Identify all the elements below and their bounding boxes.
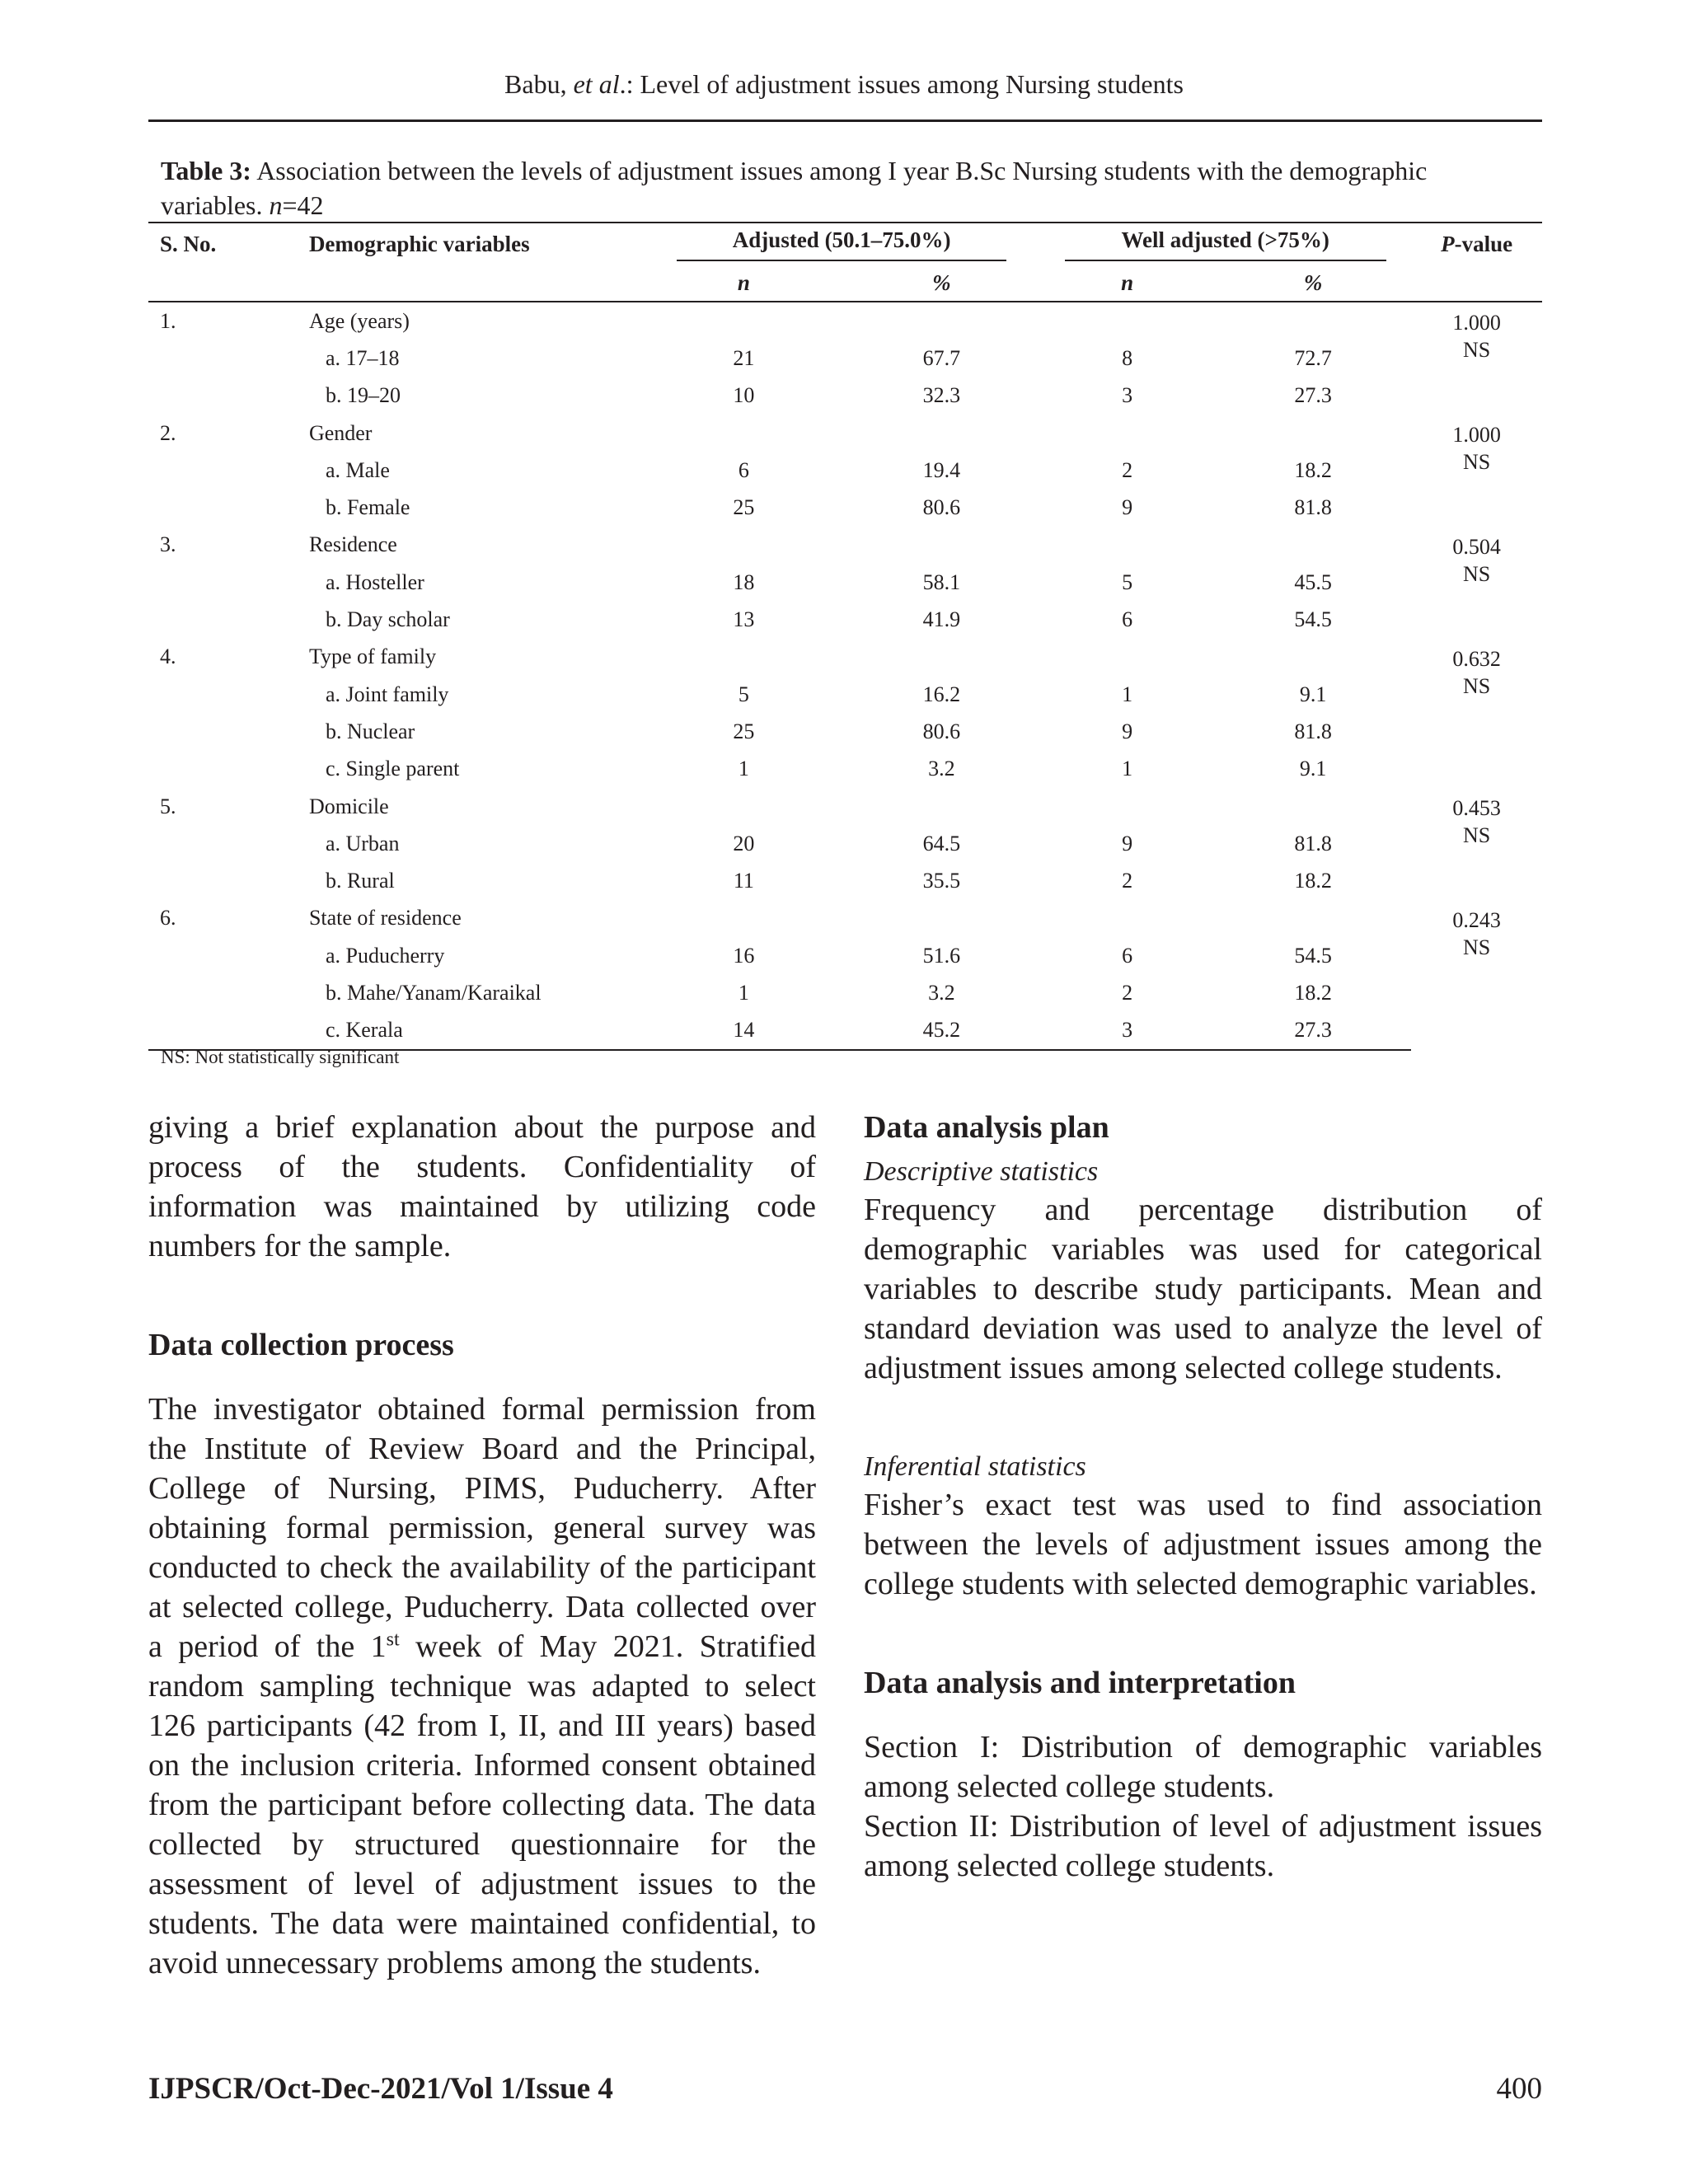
section-1-text: Section I: Distribution of demographic variables among selected college students. xyxy=(864,1730,1542,1804)
empty-cell xyxy=(148,601,309,638)
pvalue-significance: NS xyxy=(1462,935,1491,959)
well-adjusted-n-cell: 8 xyxy=(1122,345,1133,370)
adjusted-n-cell: 5 xyxy=(738,682,749,706)
well-adjusted-n-cell: 1 xyxy=(1122,757,1133,781)
page-number: 400 xyxy=(1496,2072,1542,2106)
row-category: b. Female xyxy=(325,495,410,520)
well-adjusted-n-cell: 2 xyxy=(1122,869,1133,893)
empty-cell xyxy=(644,639,843,676)
table-row xyxy=(148,415,1542,452)
table-row xyxy=(148,564,1542,601)
adjusted-n-cell: 14 xyxy=(644,1012,843,1050)
pvalue-number: 1.000 xyxy=(1452,422,1501,447)
well-adjusted-pct-cell: 72.7 xyxy=(1294,345,1332,370)
empty-cell xyxy=(148,489,309,526)
well-adjusted-pct-cell: 81.8 xyxy=(1294,831,1332,855)
empty-cell xyxy=(148,751,309,788)
empty-cell xyxy=(1039,415,1215,452)
row-category: b. Nuclear xyxy=(325,719,415,743)
empty-cell xyxy=(1039,639,1215,676)
well-adjusted-pct-cell: 18.2 xyxy=(1294,980,1332,1005)
well-adjusted-pct-cell: 45.5 xyxy=(1294,569,1332,594)
well-adjusted-pct-cell: 54.5 xyxy=(1294,943,1332,968)
table-row xyxy=(148,937,1542,974)
well-adjusted-n-cell: 9 xyxy=(1122,719,1133,743)
header-well-adjusted xyxy=(1039,223,1411,265)
table-row xyxy=(148,788,1542,825)
row-pvalue xyxy=(1411,900,1542,1050)
row-variable: Residence xyxy=(308,532,397,557)
pvalue-significance: NS xyxy=(1462,673,1491,698)
empty-cell xyxy=(1215,302,1411,340)
row-sno: 5. xyxy=(160,794,176,818)
empty-cell xyxy=(1215,527,1411,564)
pvalue-number: 0.453 xyxy=(1452,795,1501,820)
header-blank xyxy=(1411,265,1542,302)
well-adjusted-pct-cell: 81.8 xyxy=(1294,719,1332,743)
well-adjusted-pct-cell: 27.3 xyxy=(1215,1012,1411,1050)
header-well-adjusted-label: Well adjusted (>75%) xyxy=(1065,227,1386,261)
well-adjusted-n-cell: 9 xyxy=(1122,495,1133,520)
data-collection-paragraph xyxy=(148,1390,816,1983)
row-category: b. Day scholar xyxy=(325,607,450,632)
empty-cell xyxy=(148,937,309,974)
row-category: c. Single parent xyxy=(325,757,460,781)
empty-cell xyxy=(644,302,843,340)
empty-cell xyxy=(644,527,843,564)
inferential-statistics-subheading: Inferential statistics xyxy=(864,1451,1086,1482)
table-row xyxy=(148,751,1542,788)
data-collection-heading: Data collection process xyxy=(148,1328,454,1362)
adjusted-pct-cell: 45.2 xyxy=(844,1012,1040,1050)
data-collection-text-2: week of May 2021. Stratified random sampling technique was adapted to select 126 participants (42 from I, II, and III years) based on the inclusion criteria. Informed consent obtained from the participant before collecting data. The data collected by structured questionnaire for the assessment of level of adjustment issues to the students. The data were maintained confidential, to avoid unnecessary problems among the students. xyxy=(148,1629,816,1980)
header-variables: Demographic variables xyxy=(309,223,644,265)
adjusted-pct-cell: 32.3 xyxy=(922,383,961,408)
header-adjusted-pct: % xyxy=(844,265,1040,302)
row-pvalue xyxy=(1411,302,1542,415)
well-adjusted-pct-cell: 18.2 xyxy=(1294,869,1332,893)
empty-cell xyxy=(148,340,309,377)
well-adjusted-n-cell: 2 xyxy=(1122,980,1133,1005)
table-caption xyxy=(161,153,1512,223)
analysis-interpretation-heading: Data analysis and interpretation xyxy=(864,1666,1296,1700)
pvalue-number: 0.243 xyxy=(1452,907,1501,932)
right-column xyxy=(864,1108,1542,1886)
inferential-statistics-paragraph: Fisher’s exact test was used to find association between the levels of adjustment issues among the college students with selected demographic variables. xyxy=(864,1488,1542,1601)
empty-cell xyxy=(1215,639,1411,676)
intro-paragraph: giving a brief explanation about the purpose and process of the students. Confidentiality of information was maintained by utilizing code numbers for the sample. xyxy=(148,1110,816,1263)
row-variable: Age (years) xyxy=(308,308,410,333)
empty-cell xyxy=(644,900,843,937)
adjusted-pct-cell: 80.6 xyxy=(922,719,961,743)
row-category: b. Mahe/Yanam/Karaikal xyxy=(325,980,542,1005)
table-row xyxy=(148,527,1542,564)
table-row xyxy=(148,713,1542,750)
adjusted-pct-cell: 35.5 xyxy=(922,869,961,893)
table-row xyxy=(148,302,1542,340)
row-pvalue xyxy=(1411,788,1542,900)
empty-cell xyxy=(148,1012,309,1050)
empty-cell xyxy=(148,825,309,862)
pvalue-significance: NS xyxy=(1462,338,1491,362)
adjusted-n-cell: 6 xyxy=(738,457,749,482)
well-adjusted-n-cell: 5 xyxy=(1122,569,1133,594)
header-adjusted-label: Adjusted (50.1–75.0%) xyxy=(677,227,1006,261)
descriptive-statistics-subheading: Descriptive statistics xyxy=(864,1156,1099,1187)
header-well-pct: % xyxy=(1215,265,1411,302)
row-sno: 4. xyxy=(160,644,176,669)
well-adjusted-pct-cell: 18.2 xyxy=(1294,457,1332,482)
pvalue-significance: NS xyxy=(1462,561,1491,586)
well-adjusted-pct-cell: 81.8 xyxy=(1294,495,1332,520)
adjusted-pct-cell: 41.9 xyxy=(922,607,961,632)
well-adjusted-n-cell: 9 xyxy=(1122,831,1133,855)
adjusted-pct-cell: 67.7 xyxy=(922,345,961,370)
table-row xyxy=(148,974,1542,1011)
row-category: b. Rural xyxy=(325,869,395,893)
pvalue-number: 0.632 xyxy=(1452,646,1501,671)
well-adjusted-pct-cell: 9.1 xyxy=(1299,757,1327,781)
journal-footer: IJPSCR/Oct-Dec-2021/Vol 1/Issue 4 xyxy=(148,2072,613,2106)
header-well-n: n xyxy=(1039,265,1215,302)
running-head xyxy=(0,69,1688,100)
adjusted-n-cell: 11 xyxy=(733,869,754,893)
empty-cell xyxy=(1039,527,1215,564)
empty-cell xyxy=(1039,900,1215,937)
row-category: a. 17–18 xyxy=(325,345,400,370)
empty-cell xyxy=(844,788,1040,825)
empty-cell xyxy=(148,377,309,415)
header-pvalue-rest: -value xyxy=(1454,231,1513,256)
adjusted-n-cell: 25 xyxy=(733,719,755,743)
adjusted-pct-cell: 3.2 xyxy=(928,980,955,1005)
data-collection-text-1: The investigator obtained formal permission from the Institute of Review Board and the Principal, College of Nursing, PIMS, Puducherry. After obtaining formal permission, general survey was conducted to check the availability of the participant at selected college, Puducherry. Data collected over a period of the 1 xyxy=(148,1392,816,1664)
adjusted-n-cell: 20 xyxy=(733,831,755,855)
adjusted-pct-cell: 19.4 xyxy=(922,457,961,482)
table-row xyxy=(148,1012,1542,1050)
section-2-text: Section II: Distribution of level of adjustment issues among selected college students. xyxy=(864,1809,1542,1883)
empty-cell xyxy=(148,676,309,713)
empty-cell xyxy=(844,415,1040,452)
row-category: a. Urban xyxy=(325,831,400,855)
empty-cell xyxy=(844,302,1040,340)
empty-cell xyxy=(148,862,309,899)
header-adjusted xyxy=(644,223,1039,265)
header-blank xyxy=(309,265,644,302)
header-pvalue xyxy=(1411,223,1542,265)
row-variable: Domicile xyxy=(308,794,389,818)
empty-cell xyxy=(1039,788,1215,825)
adjusted-n-cell: 1 xyxy=(738,757,749,781)
empty-cell xyxy=(1039,302,1215,340)
adjusted-pct-cell: 51.6 xyxy=(922,943,961,968)
table-row xyxy=(148,452,1542,489)
row-category: a. Joint family xyxy=(325,682,449,706)
well-adjusted-pct-cell: 27.3 xyxy=(1294,383,1332,408)
header-blank xyxy=(148,265,309,302)
table-row xyxy=(148,340,1542,377)
empty-cell xyxy=(844,639,1040,676)
pvalue-number: 1.000 xyxy=(1452,311,1501,335)
adjusted-pct-cell: 3.2 xyxy=(928,757,955,781)
table-row xyxy=(148,862,1542,899)
adjusted-pct-cell: 58.1 xyxy=(922,569,961,594)
header-rule xyxy=(148,120,1542,122)
table-row xyxy=(148,377,1542,415)
row-sno: 6. xyxy=(160,906,176,930)
row-pvalue xyxy=(1411,527,1542,639)
row-pvalue xyxy=(1411,639,1542,788)
table-row xyxy=(148,825,1542,862)
pvalue-significance: NS xyxy=(1462,449,1491,474)
empty-cell xyxy=(1215,900,1411,937)
row-variable: Gender xyxy=(308,420,373,445)
empty-cell xyxy=(148,713,309,750)
superscript-st: st xyxy=(386,1629,400,1651)
row-category: c. Kerala xyxy=(309,1012,644,1050)
row-sno: 2. xyxy=(160,420,176,445)
empty-cell xyxy=(1215,788,1411,825)
empty-cell xyxy=(148,974,309,1011)
adjusted-n-cell: 16 xyxy=(733,943,755,968)
running-head-authors: Babu, xyxy=(504,69,574,99)
table-row xyxy=(148,639,1542,676)
well-adjusted-n-cell: 6 xyxy=(1122,943,1133,968)
header-adjusted-n: n xyxy=(644,265,843,302)
row-variable: State of residence xyxy=(308,906,462,930)
adjusted-n-cell: 18 xyxy=(733,569,755,594)
row-sno: 1. xyxy=(160,308,176,333)
row-category: a. Hosteller xyxy=(325,569,424,594)
well-adjusted-pct-cell: 9.1 xyxy=(1299,682,1327,706)
running-head-title: .: Level of adjustment issues among Nursing students xyxy=(619,69,1184,99)
table-caption-n-value: =42 xyxy=(282,190,324,220)
row-sno: 3. xyxy=(160,532,176,557)
pvalue-significance: NS xyxy=(1462,823,1491,847)
well-adjusted-n-cell: 6 xyxy=(1122,607,1133,632)
empty-cell xyxy=(844,527,1040,564)
empty-cell xyxy=(644,415,843,452)
row-category: a. Male xyxy=(325,457,390,482)
empty-cell xyxy=(1215,415,1411,452)
header-pvalue-p: P xyxy=(1441,231,1455,256)
row-variable: Type of family xyxy=(308,644,437,669)
analysis-plan-heading: Data analysis plan xyxy=(864,1110,1109,1145)
association-table xyxy=(148,222,1542,1051)
adjusted-n-cell: 1 xyxy=(738,980,749,1005)
left-column xyxy=(148,1108,816,1983)
adjusted-n-cell: 21 xyxy=(733,345,755,370)
table-caption-n: n xyxy=(269,190,283,220)
empty-cell xyxy=(844,900,1040,937)
well-adjusted-pct-cell: 54.5 xyxy=(1294,607,1332,632)
table-body xyxy=(148,302,1542,1050)
running-head-etal: et al xyxy=(573,69,620,99)
row-category: b. 19–20 xyxy=(325,383,401,408)
well-adjusted-n-cell: 2 xyxy=(1122,457,1133,482)
table-caption-text: Association between the levels of adjustment issues among I year B.Sc Nursing students with the demographic variables. xyxy=(161,156,1428,220)
adjusted-n-cell: 13 xyxy=(733,607,755,632)
well-adjusted-n-cell: 1 xyxy=(1122,682,1133,706)
adjusted-n-cell: 25 xyxy=(733,495,755,520)
table-row xyxy=(148,489,1542,526)
adjusted-pct-cell: 16.2 xyxy=(922,682,961,706)
row-category: a. Puducherry xyxy=(325,943,445,968)
well-adjusted-n-cell: 3 xyxy=(1122,383,1133,408)
pvalue-number: 0.504 xyxy=(1452,534,1501,559)
descriptive-statistics-paragraph: Frequency and percentage distribution of demographic variables was used for categorical variables to describe study participants. Mean and standard deviation was used to analyze the level of adjustment issues among selected college students. xyxy=(864,1193,1542,1385)
adjusted-n-cell: 10 xyxy=(733,383,755,408)
row-pvalue xyxy=(1411,415,1542,527)
adjusted-pct-cell: 64.5 xyxy=(922,831,961,855)
table-row xyxy=(148,601,1542,638)
header-sno: S. No. xyxy=(148,223,309,265)
well-adjusted-n-cell: 3 xyxy=(1039,1012,1215,1050)
table-row xyxy=(148,900,1542,937)
empty-cell xyxy=(644,788,843,825)
adjusted-pct-cell: 80.6 xyxy=(922,495,961,520)
table-caption-label: Table 3: xyxy=(161,156,251,185)
empty-cell xyxy=(148,564,309,601)
empty-cell xyxy=(148,452,309,489)
table-footnote: NS: Not statistically significant xyxy=(161,1047,400,1067)
table-row xyxy=(148,676,1542,713)
